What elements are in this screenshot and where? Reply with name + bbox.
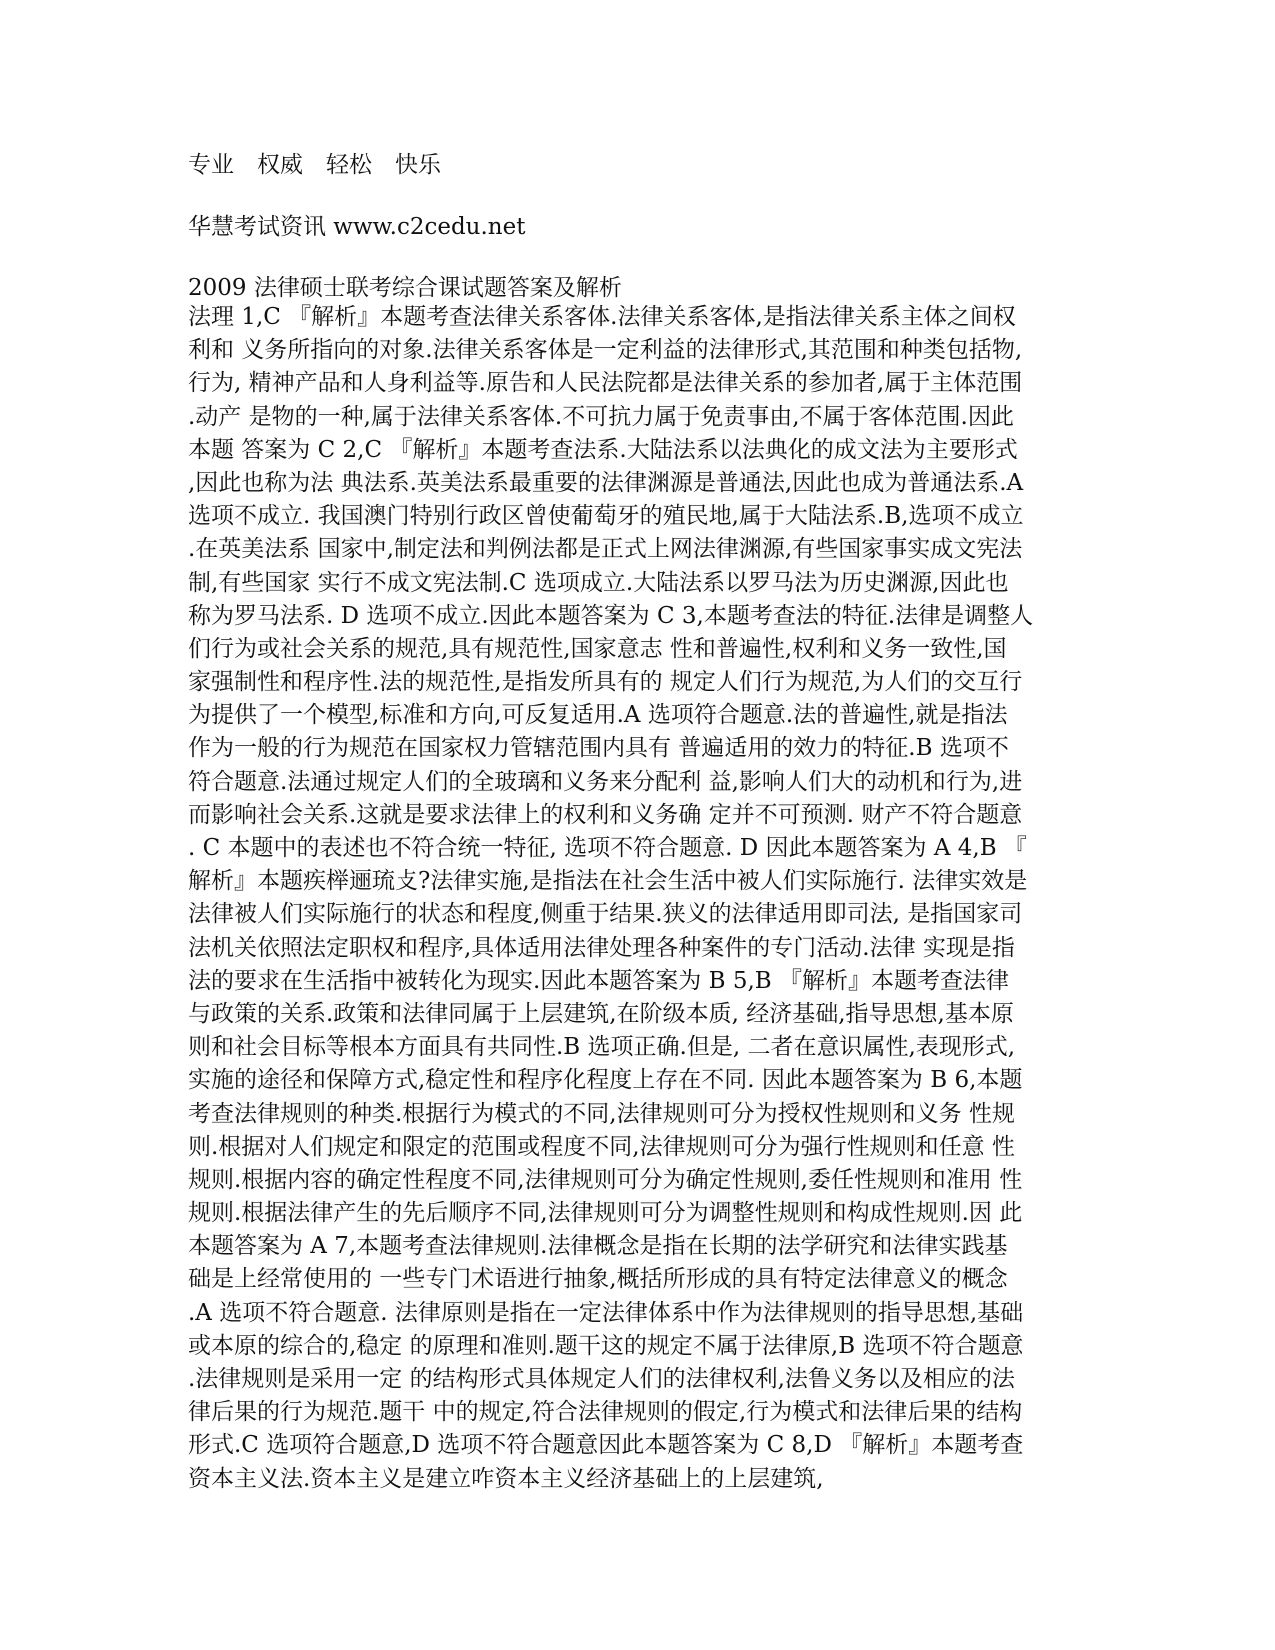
body-line: 选项不成立. 我国澳门特别行政区曾使葡萄牙的殖民地,属于大陆法系.B,选项不成立	[188, 503, 1024, 530]
body-line: .A 选项不符合题意. 法律原则是指在一定法律体系中作为法律规则的指导思想,基础	[188, 1299, 1024, 1326]
body-line: 与政策的关系.政策和法律同属于上层建筑,在阶级本质, 经济基础,指导思想,基本原	[188, 1000, 1014, 1027]
body-line: 形式.C 选项符合题意,D 选项不符合题意因此本题答案为 C 8,D 『解析』本题考查	[188, 1432, 1024, 1459]
body-line: 规则.根据内容的确定性程度不同,法律规则可分为确定性规则,委任性规则和准用 性	[188, 1166, 1023, 1193]
document-title: 2009 法律硕士联考综合课试题答案及解析	[188, 275, 622, 301]
header-site: 华慧考试资讯 www.c2cedu.net	[188, 214, 526, 240]
document-body	[188, 301, 1088, 1496]
body-line: 作为一般的行为规范在国家权力管辖范围内具有 普遍适用的效力的特征.B 选项不	[188, 735, 1009, 762]
body-line: 法理 1,C 『解析』本题考查法律关系客体.法律关系客体,是指法律关系主体之间权	[188, 304, 1016, 330]
body-line: 为提供了一个模型,标准和方向,可反复适用.A 选项符合题意.法的普遍性,就是指法	[188, 702, 1008, 729]
body-line: 符合题意.法通过规定人们的全玻璃和义务来分配利 益,影响人们大的动机和行为,进	[188, 768, 1023, 795]
body-line: 利和 义务所指向的对象.法律关系客体是一定利益的法律形式,其范围和种类包括物,	[188, 337, 1023, 364]
body-line: 资本主义法.资本主义是建立咋资本主义经济基础上的上层建筑,	[188, 1465, 824, 1492]
body-line: 本题 答案为 C 2,C 『解析』本题考查法系.大陆法系以法典化的成文法为主要形式	[188, 436, 1018, 463]
body-line: 则和社会目标等根本方面具有共同性.B 选项正确.但是, 二者在意识属性,表现形式,	[188, 1034, 1016, 1061]
body-line: 则.根据对人们规定和限定的范围或程度不同,法律规则可分为强行性规则和任意 性	[188, 1133, 1015, 1160]
body-line: . C 本题中的表述也不符合统一特征, 选项不符合题意. D 因此本题答案为 A 4,B 『	[188, 835, 1027, 861]
body-line: 法律被人们实际施行的状态和程度,侧重于结果.狭义的法律适用即司法, 是指国家司	[188, 901, 1023, 928]
header-slogan: 专业 权威 轻松 快乐	[188, 152, 441, 178]
body-line: 实施的途径和保障方式,稳定性和程序化程度上存在不同. 因此本题答案为 B 6,本题	[188, 1067, 1023, 1094]
body-line: 解析』本题疾榉逦琉攴?法律实施,是指法在社会生活中被人们实际施行. 法律实效是	[188, 868, 1028, 895]
body-line: .法律规则是采用一定 的结构形式具体规定人们的法律权利,法鲁义务以及相应的法	[188, 1366, 1015, 1392]
body-line: 而影响社会关系.这就是要求法律上的权利和义务确 定并不可预测. 财产不符合题意	[188, 801, 1023, 828]
body-line: 或本原的综合的,稳定 的原理和准则.题干这的规定不属于法律原,B 选项不符合题意	[188, 1332, 1024, 1359]
body-line: 行为, 精神产品和人身利益等.原告和人民法院都是法律关系的参加者,属于主体范围	[188, 370, 1023, 397]
body-line: 法的要求在生活指中被转化为现实.因此本题答案为 B 5,B 『解析』本题考查法律	[188, 967, 1009, 994]
body-line: 规则.根据法律产生的先后顺序不同,法律规则可分为调整性规则和构成性规则.因 此	[188, 1200, 1023, 1227]
body-line: 本题答案为 A 7,本题考查法律规则.法律概念是指在长期的法学研究和法律实践基	[188, 1233, 1008, 1260]
body-line: 称为罗马法系. D 选项不成立.因此本题答案为 C 3,本题考查法的特征.法律是调整人	[188, 602, 1034, 629]
body-line: 制,有些国家 实行不成文宪法制.C 选项成立.大陆法系以罗马法为历史渊源,因此也	[188, 569, 1009, 596]
body-line: ,因此也称为法 典法系.英美法系最重要的法律渊源是普通法,因此也成为普通法系.A	[188, 469, 1024, 496]
body-line: 们行为或社会关系的规范,具有规范性,国家意志 性和普遍性,权利和义务一致性,国	[188, 635, 1007, 662]
body-line: 法机关依照法定职权和程序,具体适用法律处理各种案件的专门活动.法律 实现是指	[188, 934, 1015, 961]
body-line: 考查法律规则的种类.根据行为模式的不同,法律规则可分为授权性规则和义务 性规	[188, 1100, 1015, 1127]
body-line: .在英美法系 国家中,制定法和判例法都是正式上网法律渊源,有些国家事实成文宪法	[188, 536, 1023, 563]
body-line: 础是上经常使用的 一些专门术语进行抽象,概括所形成的具有特定法律意义的概念	[188, 1266, 1008, 1293]
body-line: .动产 是物的一种,属于法律关系客体.不可抗力属于免责事由,不属于客体范围.因此	[188, 403, 1014, 430]
body-line: 家强制性和程序性.法的规范性,是指发所具有的 规定人们行为规范,为人们的交互行	[188, 669, 1023, 696]
body-line: 律后果的行为规范.题干 中的规定,符合法律规则的假定,行为模式和法律后果的结构	[188, 1399, 1023, 1426]
